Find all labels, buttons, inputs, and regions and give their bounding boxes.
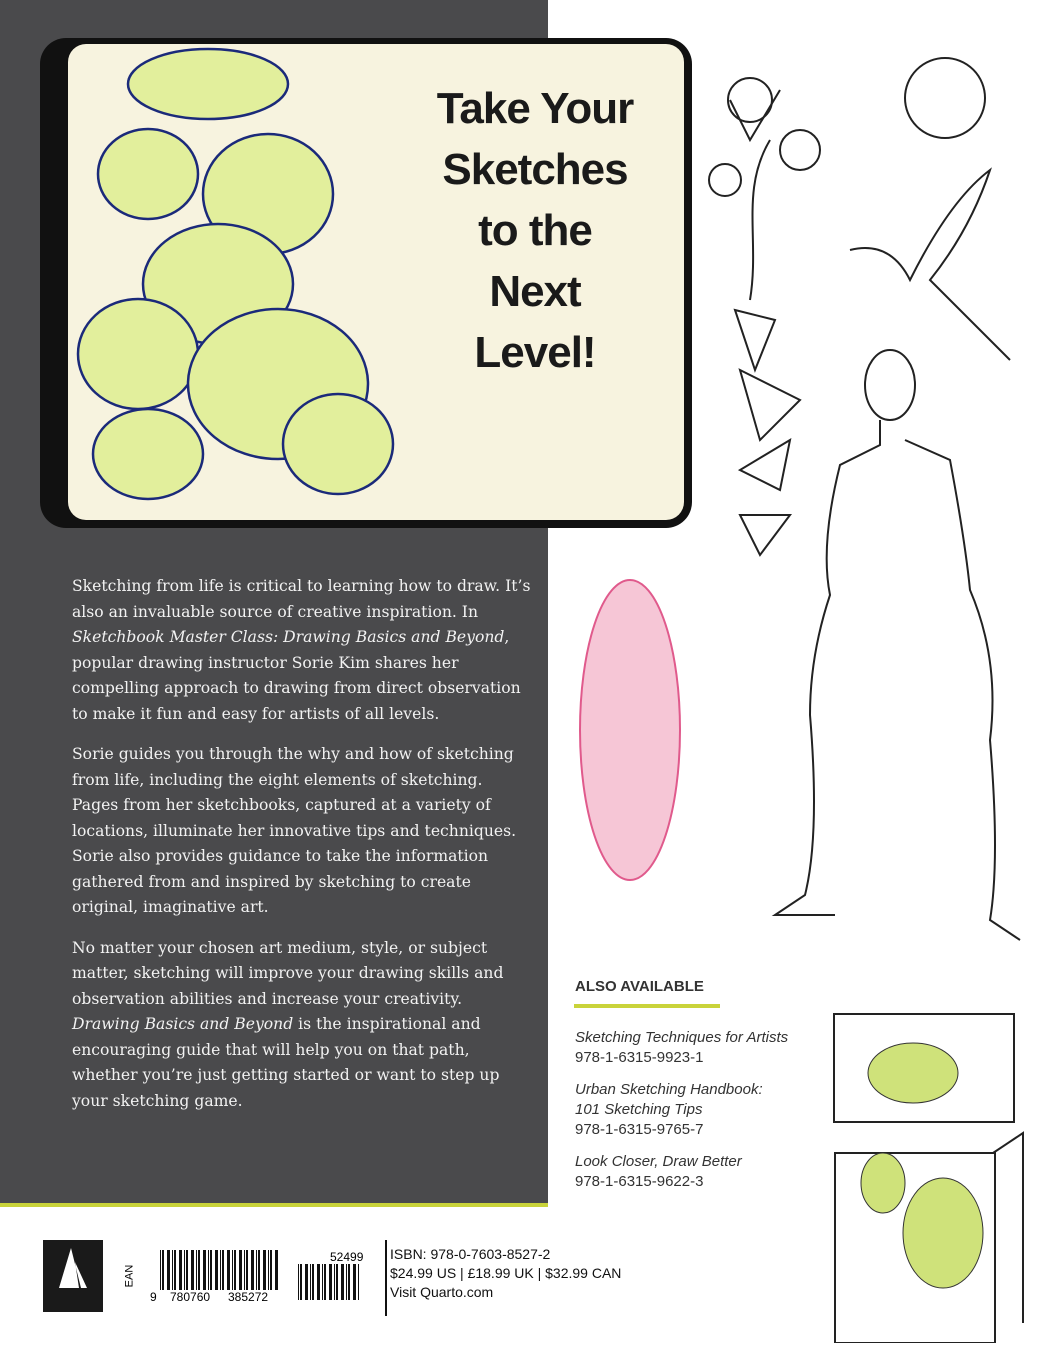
sail-icon bbox=[43, 1240, 103, 1300]
barcode-bar bbox=[270, 1250, 272, 1290]
barcode-bar bbox=[210, 1250, 212, 1290]
figure-sketch bbox=[775, 350, 1020, 940]
book-isbn: 978-1-6315-9765-7 bbox=[575, 1121, 704, 1138]
barcode-bar bbox=[305, 1264, 308, 1300]
text: Sketching from life is critical to learning how to draw. It’s also an invaluable source of creative inspiration. In bbox=[72, 577, 531, 621]
cone-sketches bbox=[735, 310, 800, 555]
barcode-bar bbox=[298, 1264, 299, 1300]
barcode-bar bbox=[232, 1250, 233, 1290]
barcode-bar bbox=[275, 1250, 278, 1290]
barcode-bar bbox=[322, 1264, 323, 1300]
book-subtitle: 101 Sketching Tips bbox=[575, 1101, 703, 1118]
book-title: Urban Sketching Handbook: bbox=[575, 1081, 763, 1098]
also-available-list bbox=[575, 1028, 788, 1204]
barcode-bar bbox=[251, 1250, 254, 1290]
barcode-bar bbox=[203, 1250, 206, 1290]
divider bbox=[385, 1240, 387, 1316]
barcode-bar bbox=[215, 1250, 218, 1290]
text: No matter your chosen art medium, style, or subject matter, sketching will improve your drawing skills and observation abilities and increase your creativity. bbox=[72, 938, 504, 1008]
book-info bbox=[390, 1245, 621, 1302]
barcode-bar bbox=[353, 1264, 356, 1300]
list-item bbox=[575, 1080, 788, 1140]
barcode-bar bbox=[358, 1264, 359, 1300]
paragraph-1 bbox=[72, 574, 532, 727]
barcode-bar bbox=[162, 1250, 164, 1290]
text: is the inspirational and encouraging guide that will help you on that path, whether you’re just getting started or want to step up your sketching game. bbox=[72, 1015, 500, 1110]
list-item bbox=[575, 1028, 788, 1068]
price: $24.99 US | £18.99 UK | $32.99 CAN bbox=[390, 1265, 622, 1281]
paragraph-3 bbox=[72, 936, 532, 1115]
barcode-bar bbox=[191, 1250, 194, 1290]
barcode-bar bbox=[208, 1250, 209, 1290]
fish-illustrations bbox=[833, 1013, 1033, 1343]
flower-sketch bbox=[68, 44, 398, 514]
bird-sketch bbox=[850, 170, 1010, 360]
barcode-bar bbox=[234, 1250, 236, 1290]
cicada-sketch bbox=[580, 580, 680, 880]
book-title: Sketching Techniques for Artists bbox=[575, 1029, 789, 1046]
book-title: Sketchbook Master Class: Drawing Basics and Beyond bbox=[72, 628, 505, 646]
barcode-bar bbox=[336, 1264, 338, 1300]
barcode-bar bbox=[341, 1264, 344, 1300]
barcode-bar bbox=[239, 1250, 242, 1290]
barcode-digits-left: 780760 bbox=[170, 1290, 211, 1304]
barcode-bar bbox=[258, 1250, 260, 1290]
publisher-name: ROCKPORT bbox=[112, 1297, 154, 1304]
barcode-bar bbox=[220, 1250, 221, 1290]
website: Visit Quarto.com bbox=[390, 1284, 494, 1300]
barcode-bar bbox=[184, 1250, 185, 1290]
barcode-bar bbox=[244, 1250, 245, 1290]
book-title: Look Closer, Draw Better bbox=[575, 1153, 742, 1170]
barcode-bar bbox=[310, 1264, 311, 1300]
barcode-bar bbox=[329, 1264, 332, 1300]
headline-line: Take Your bbox=[436, 84, 634, 133]
barcode-bar bbox=[186, 1250, 188, 1290]
barcode-bar bbox=[174, 1250, 176, 1290]
headline-line: Level! bbox=[474, 328, 596, 377]
barcode-digit: 9 bbox=[150, 1290, 157, 1304]
barcode-bar bbox=[198, 1250, 200, 1290]
barcode-bar bbox=[263, 1250, 266, 1290]
text: , popular drawing instructor Sorie Kim shares her compelling approach to drawing from direct observation to make it fun and easy for artists of all levels. bbox=[72, 628, 521, 723]
barcode-bar bbox=[312, 1264, 314, 1300]
sketch-illustrations bbox=[560, 40, 1040, 960]
book-isbn: 978-1-6315-9622-3 bbox=[575, 1173, 704, 1190]
ean-label: EAN bbox=[123, 1264, 136, 1288]
description bbox=[72, 574, 532, 1129]
barcode-bar bbox=[196, 1250, 197, 1290]
paragraph-2: Sorie guides you through the why and how of sketching from life, including the eight elements of sketching. Pages from her sketchbooks, captured at a variety of locations, illuminate her innovative tips and techniques. Sorie also provides guidance to take the information gathered from and inspired by sketching to create original, imaginative art. bbox=[72, 745, 517, 916]
accent-line bbox=[0, 1203, 548, 1207]
headline-line: Next bbox=[489, 267, 581, 316]
barcode-bar bbox=[246, 1250, 248, 1290]
accent-underline bbox=[574, 1004, 720, 1008]
also-available-heading: ALSO AVAILABLE bbox=[575, 978, 704, 995]
book-isbn: 978-1-6315-9923-1 bbox=[575, 1049, 704, 1066]
barcode-bar bbox=[179, 1250, 182, 1290]
barcode-bar bbox=[172, 1250, 173, 1290]
barcode-addon-digits: 52499 bbox=[330, 1250, 364, 1264]
barcode-bar bbox=[222, 1250, 224, 1290]
barcode-bar bbox=[346, 1264, 347, 1300]
book-title: Drawing Basics and Beyond bbox=[72, 1015, 294, 1033]
barcode-bar bbox=[324, 1264, 326, 1300]
headline-line: to the bbox=[478, 206, 592, 255]
barcode-bar bbox=[300, 1264, 302, 1300]
list-item bbox=[575, 1152, 788, 1192]
barcode-bar bbox=[268, 1250, 269, 1290]
barcode-digits-right: 385272 bbox=[228, 1290, 269, 1304]
barcode-bar bbox=[348, 1264, 350, 1300]
headline-line: Sketches bbox=[442, 145, 628, 194]
barcode-bar bbox=[334, 1264, 335, 1300]
sphere-sketch bbox=[905, 58, 985, 138]
barcode-addon bbox=[298, 1264, 362, 1314]
barcode-bar bbox=[256, 1250, 257, 1290]
barcode-bar bbox=[317, 1264, 320, 1300]
barcode-bar bbox=[160, 1250, 161, 1290]
isbn: ISBN: 978-0-7603-8527-2 bbox=[390, 1246, 551, 1262]
barcode-bar bbox=[167, 1250, 170, 1290]
barcode-bar bbox=[227, 1250, 230, 1290]
